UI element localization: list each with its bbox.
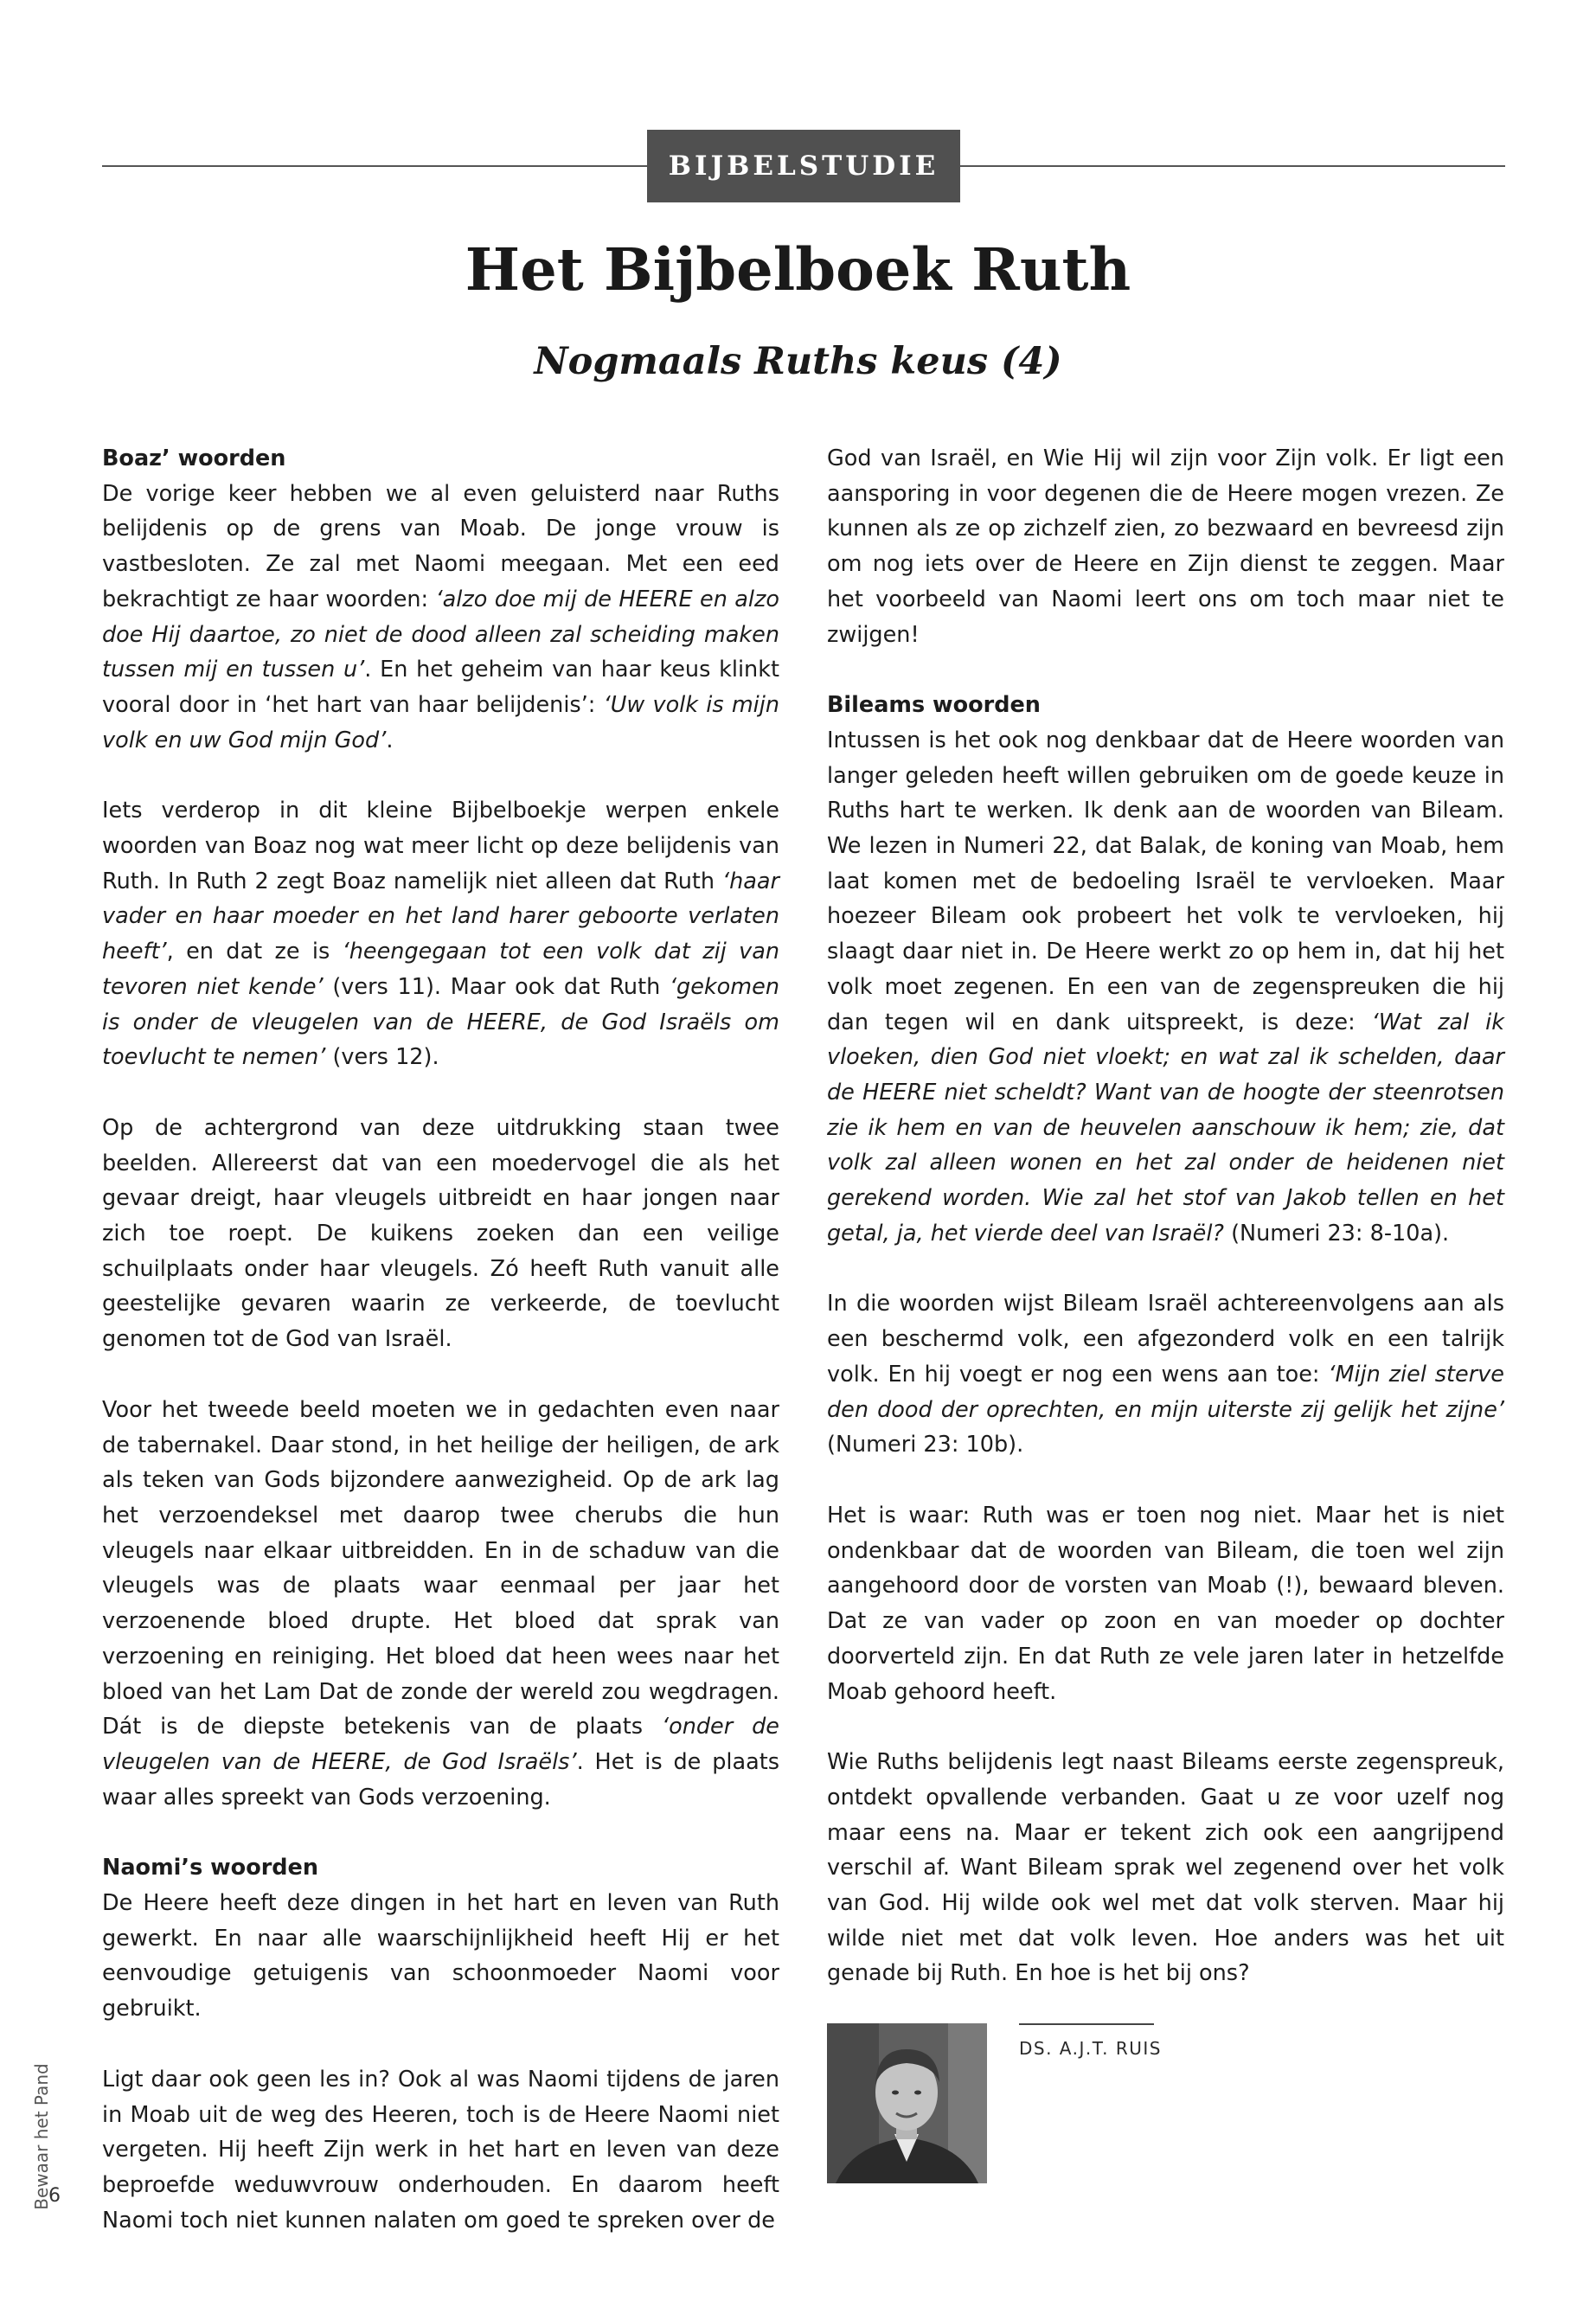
article-title: Het Bijbelboek Ruth (465, 235, 1131, 304)
body-text: De Heere heeft deze dingen in het hart en leven van Ruth gewerkt. En naar alle waarschijnlijkheid heeft Hij er het eenvoudige getuigenis van schoonmoeder Naomi voor gebruikt. (102, 1890, 779, 2022)
left-column (102, 441, 779, 2273)
body-text: God van Israël, en Wie Hij wil zijn voor Zijn volk. Er ligt een aansporing in voor degenen die de Heere mogen vrezen. Ze kunnen als ze op zichzelf zien, zo bezwaard en bevreesd zijn om nog iets over de Heere en Zijn dienst te zeggen. Maar het voorbeeld van Naomi leert ons om toch maar niet te zwijgen! (827, 445, 1504, 648)
right-column (827, 441, 1504, 2027)
section-label: BIJBELSTUDIE (647, 130, 960, 202)
paragraph (827, 1745, 1504, 1991)
paragraph (102, 1393, 779, 1815)
body-text: (vers 12). (325, 1044, 439, 1071)
body-text: Voor het tweede beeld moeten we in gedachten even naar de tabernakel. Daar stond, in het heilige der heiligen, de ark als teken van Gods bijzondere aanwezigheid. Op de ark lag het verzoendeksel met daarop twee cherubs die hun vleugels naar elkaar uitbreidden. En in de schaduw van die vleugels was de plaats waar eenmaal per jaar het verzoenende bloed drupte. Het bloed dat sprak van verzoening en reiniging. Het bloed dat heen wees naar het bloed van het Lam Dat de zonde der wereld zou wegdragen. Dát is de diepste betekenis van de plaats (102, 1396, 779, 1740)
page-number: 6 (48, 2185, 61, 2207)
body-text: (vers 11). Maar ook dat Ruth (323, 973, 670, 1000)
article-subtitle: Nogmaals Ruths keus (4) (534, 340, 1062, 383)
section-heading: Bileams woorden (827, 692, 1041, 719)
author-portrait-image (827, 2023, 987, 2183)
body-text: De vorige keer hebben we al even geluisterd naar Ruths belijdenis op de grens van Moab. De jonge vrouw is vastbesloten. Ze zal met Naomi meegaan. Met een eed bekrachtigt ze haar woorden: (102, 480, 779, 612)
body-text: Wie Ruths belijdenis legt naast Bileams eerste zegenspreuk, ontdekt opvallende verbanden. Gaat u ze voor uzelf nog maar eens na. Maar er tekent zich ook een aangrijpend verschil af. Want Bileam sprak wel zegenend over het volk van God. Hij wilde ook wel met dat volk sterven. Maar hij wilde niet met dat volk leven. Hoe anders was het uit genade bij Ruth. En hoe is het bij ons? (827, 1749, 1504, 1987)
section-heading: Boaz’ woorden (102, 445, 286, 471)
quote-text: ‘haar vader en haar moeder en het land harer geboorte verlaten heeft’ (102, 868, 779, 965)
body-text: Op de achtergrond van deze uitdrukking staan twee beelden. Allereerst dat van een moedervogel die als het gevaar dreigt, haar vleugels uitbreidt en haar jongen naar zich toe roept. De kuikens zoeken dan een veilige schuilplaats onder haar vleugels. Zó heeft Ruth vanuit alle geestelijke gevaren waarin ze verkeerde, de toevlucht genomen tot de God van Israël. (102, 1114, 779, 1353)
body-text: (Numeri 23: 8-10a). (1223, 1220, 1450, 1247)
author-photo (827, 2023, 987, 2183)
body-text: Het is waar: Ruth was er toen nog niet. Maar het is niet ondenkbaar dat de woorden van Bileam, die toen wel zijn aangehoord door de vorsten van Moab (!), bewaard bleven. Dat ze van vader op zoon en van moeder op dochter doorverteld zijn. En dat Ruth ze vele jaren later in hetzelfde Moab gehoord heeft. (827, 1502, 1504, 1705)
body-text: In die woorden wijst Bileam Israël achtereenvolgens aan als een beschermd volk, een afgezonderd volk en een talrijk volk. En hij voegt er nog een wens aan toe: (827, 1291, 1504, 1388)
paragraph (102, 477, 779, 759)
header-rule-right (960, 165, 1505, 167)
quote-text: ‘onder de vleugelen van de HEERE, de God Israëls’ (102, 1714, 779, 1775)
body-text: Intussen is het ook nog denkbaar dat de Heere woorden van langer geleden heeft willen gebruiken om de goede keuze in Ruths hart te werken. Ik denk aan de woorden van Bileam. We lezen in Numeri 22, dat Balak, de koning van Moab, hem laat komen met de bedoeling Israël te vervloeken. Maar hoezeer Bileam ook probeert het volk te vervloeken, hij slaagt daar niet in. De Heere werkt zo op hem in, dat hij het volk moet zegenen. En een van de zegenspreuken die hij dan tegen wil en dank uitspreekt, is deze: (827, 727, 1504, 1035)
author-rule (1019, 2023, 1154, 2025)
paragraph (827, 1286, 1504, 1463)
publication-name: Bewaar het Pand (31, 2063, 52, 2210)
body-text: , en dat ze is (166, 939, 343, 965)
paragraph (102, 1111, 779, 1357)
header-rule-left (102, 165, 647, 167)
body-text: Ligt daar ook geen les in? Ook al was Naomi tijdens de jaren in Moab uit de weg des Heeren, toch is de Heere Naomi niet vergeten. Hij heeft Zijn werk in het hart en leven van deze beproefde weduwvrouw onderhouden. En daarom heeft Naomi toch niet kunnen nalaten om goed te spreken over de (102, 2066, 779, 2234)
author-name: DS. A.J.T. RUIS (1019, 2038, 1162, 2059)
paragraph (102, 2062, 779, 2239)
paragraph (827, 441, 1504, 652)
body-text: . (386, 727, 394, 753)
quote-text: ‘Mijn ziel sterve den dood der oprechten, en mijn uiterste zij gelijk het zijne’ (827, 1361, 1504, 1423)
body-text: (Numeri 23: 10b). (827, 1432, 1024, 1458)
body-text: Iets verderop in dit kleine Bijbelboekje werpen enkele woorden van Boaz nog wat meer licht op deze belijdenis van Ruth. In Ruth 2 zegt Boaz namelijk niet alleen dat Ruth (102, 798, 779, 894)
paragraph (827, 1498, 1504, 1709)
paragraph (102, 1886, 779, 2027)
quote-text: ‘heengegaan tot een volk dat zij van tevoren niet kende’ (102, 939, 779, 1000)
paragraph (102, 793, 779, 1075)
quote-text: ‘alzo doe mij de HEERE en alzo doe Hij daartoe, zo niet de dood alleen zal scheiding maken tussen mij en tussen u’ (102, 586, 779, 683)
quote-text: ‘gekomen is onder de vleugelen van de HEERE, de God Israëls om toevlucht te nemen’ (102, 973, 779, 1071)
body-text: . Het is de plaats waar alles spreekt van Gods verzoening. (102, 1748, 779, 1811)
paragraph (827, 723, 1504, 1252)
section-heading: Naomi’s woorden (102, 1855, 318, 1881)
quote-text: ‘Wat zal ik vloeken, dien God niet vloekt; en wat zal ik schelden, daar de HEERE niet scheldt? Want van de hoogte der steenrotsen zie ik hem en van de heuvelen aanschouw ik hem; zie, dat volk zal alleen wonen en het zal onder de heidenen niet gerekend worden. Wie zal het stof van Jakob tellen en het getal, ja, het vierde deel van Israël? (827, 1009, 1504, 1247)
body-text: . En het geheim van haar keus klinkt vooral door in ‘het hart van haar belijdenis’: (102, 657, 779, 718)
quote-text: ‘Uw volk is mijn volk en uw God mijn God’ (102, 691, 780, 753)
